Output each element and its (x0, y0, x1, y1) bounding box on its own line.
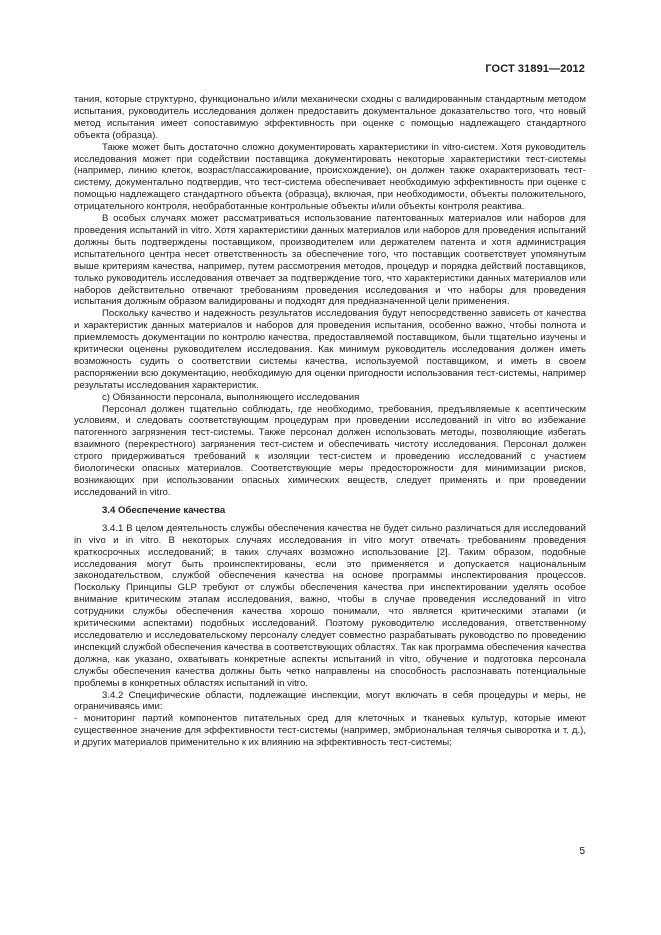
paragraph-3-4-1: 3.4.1 В целом деятельность службы обеспечения качества не будет сильно различаться для исследований in vivo и in vitro. В некоторых случаях исследования in vitro могут отвечать требованиям проведения краткосрочных исследований; в таких случаях возможно использование [2]. Таким образом, подобные исследования могут быть проинспектированы, если это применяется и допускается национальным законодательством, службой обеспечения качества на основе программы инспектирования процессов. Поскольку Принципы GLP требуют от службы обеспечения качества при инспектировании уделять особое внимание критическим этапам исследования, важно, чтобы в случае проведения исследований in vitro сотрудники службы обеспечения качества хорошо понимали, что является критическими этапами (и критическими аспектами) подобных исследований. Поэтому руководителю исследования, ответственному исследователю и исследовательскому персоналу следует совместно разрабатывать руководство по проведению инспекций службой обеспечения качества в соответствующих областях. Так как программа обеспечения качества должна, как указано, охватывать конкретные аспекты испытаний in vitro, обучение и подготовка персонала службы обеспечения качества должны быть четко направлены на способность распознавать потенциальные проблемы в конкретных областях испытаний in vitro. (74, 522, 586, 689)
paragraph-3-4-2: 3.4.2 Специфические области, подлежащие инспекции, могут включать в себя процедуры и меры, не ограничиваясь ими: (74, 689, 586, 713)
document-body (74, 94, 586, 749)
paragraph-quality-reliability: Поскольку качество и надежность результатов исследования будут непосредственно зависеть от качества и характеристик данных материалов и наборов для проведения испытания, особенно важно, чтобы полнота и приемлемость документации по контролю качества, предоставляемой поставщиком, были тщательно изучены и критически оценены руководителем исследования. Как минимум руководитель исследования должен иметь возможность судить о соответствии системы качества, используемой поставщиком, и иметь в своем распоряжении всю документацию, необходимую для оценки пригодности использования тест-системы, например результаты исследования характеристик. (74, 308, 586, 391)
list-item-monitoring: - мониторинг партий компонентов питательных сред для клеточных и тканевых культур, которые имеют существенное значение для эффективности тест-системы (например, эмбриональная телячья сыворотка и т. д.), и других материалов применительно к их влиянию на эффективность тест-системы; (74, 713, 586, 749)
paragraph-continuation: тания, которые структурно, функционально и/или механически сходны с валидированным стандартным методом испытания, руководитель исследования должен предоставить документальное доказательство того, что новый метод испытания имеет сопоставимую эффективность при оценке с помощью надлежащего стандартного объекта (образца). (74, 94, 586, 141)
paragraph-in-vitro-characteristics: Также может быть достаточно сложно документировать характеристики in vitro-систем. Хотя руководитель исследования может при содействии поставщика документировать некоторые характеристики тест-системы (например, линию клеток, возраст/пассажирование, происхождение), он должен также охарактеризовать тест-систему, документально подтвердив, что тест-система обеспечивает необходимую эффективность при оценке с помощью надлежащего стандартного объекта (образца), включая, при необходимости, объекты положительного, отрицательного контроля, необработанные контрольные объекты и/или объекты контроля реактива. (74, 141, 586, 213)
subheading-personnel-duties: с) Обязанности персонала, выполняющего исследования (102, 391, 360, 403)
paragraph-personnel: Персонал должен тщательно соблюдать, где необходимо, требования, предъявляемые к асептическим условиям, и следовать соответствующим процедурам при проведении исследований in vitro во избежание патогенного загрязнения тест-системы. Также персонал должен использовать методы, позволяющие избегать взаимного (перекрестного) загрязнения тест-систем и обеспечивать чистоту исследования. Персонал должен строго придерживаться требований к изоляции тест-систем и проведению исследований с участием биологически опасных материалов. Соответствующие меры предосторожности для минимизации рисков, возникающих при использовании опасных химических веществ, следует применять и при проведении исследований in vitro. (74, 403, 586, 498)
standard-code-header: ГОСТ 31891—2012 (485, 63, 585, 75)
page-number: 5 (579, 846, 585, 857)
paragraph-patented-materials: В особых случаях может рассматриваться использование патентованных материалов или наборов для проведения испытаний in vitro. Хотя характеристики данных материалов или наборов для проведения испытаний должны быть подтверждены поставщиком, производителем или держателем патента и хотя администрация испытательного центра несет ответственность за обеспечение того, что поставщик соответствует упомянутым выше критериям качества, например, путем рассмотрения методов, процедур и порядка действий поставщиков, только руководитель исследования отвечает за подтверждение того, что характеристики данных материалов или наборов действительно отвечают требованиям проведения исследования и что наборы для проведения испытания должным образом валидированы и подходят для предназначенной цели применения. (74, 213, 586, 308)
section-title-quality-assurance: 3.4 Обеспечение качества (102, 504, 226, 516)
